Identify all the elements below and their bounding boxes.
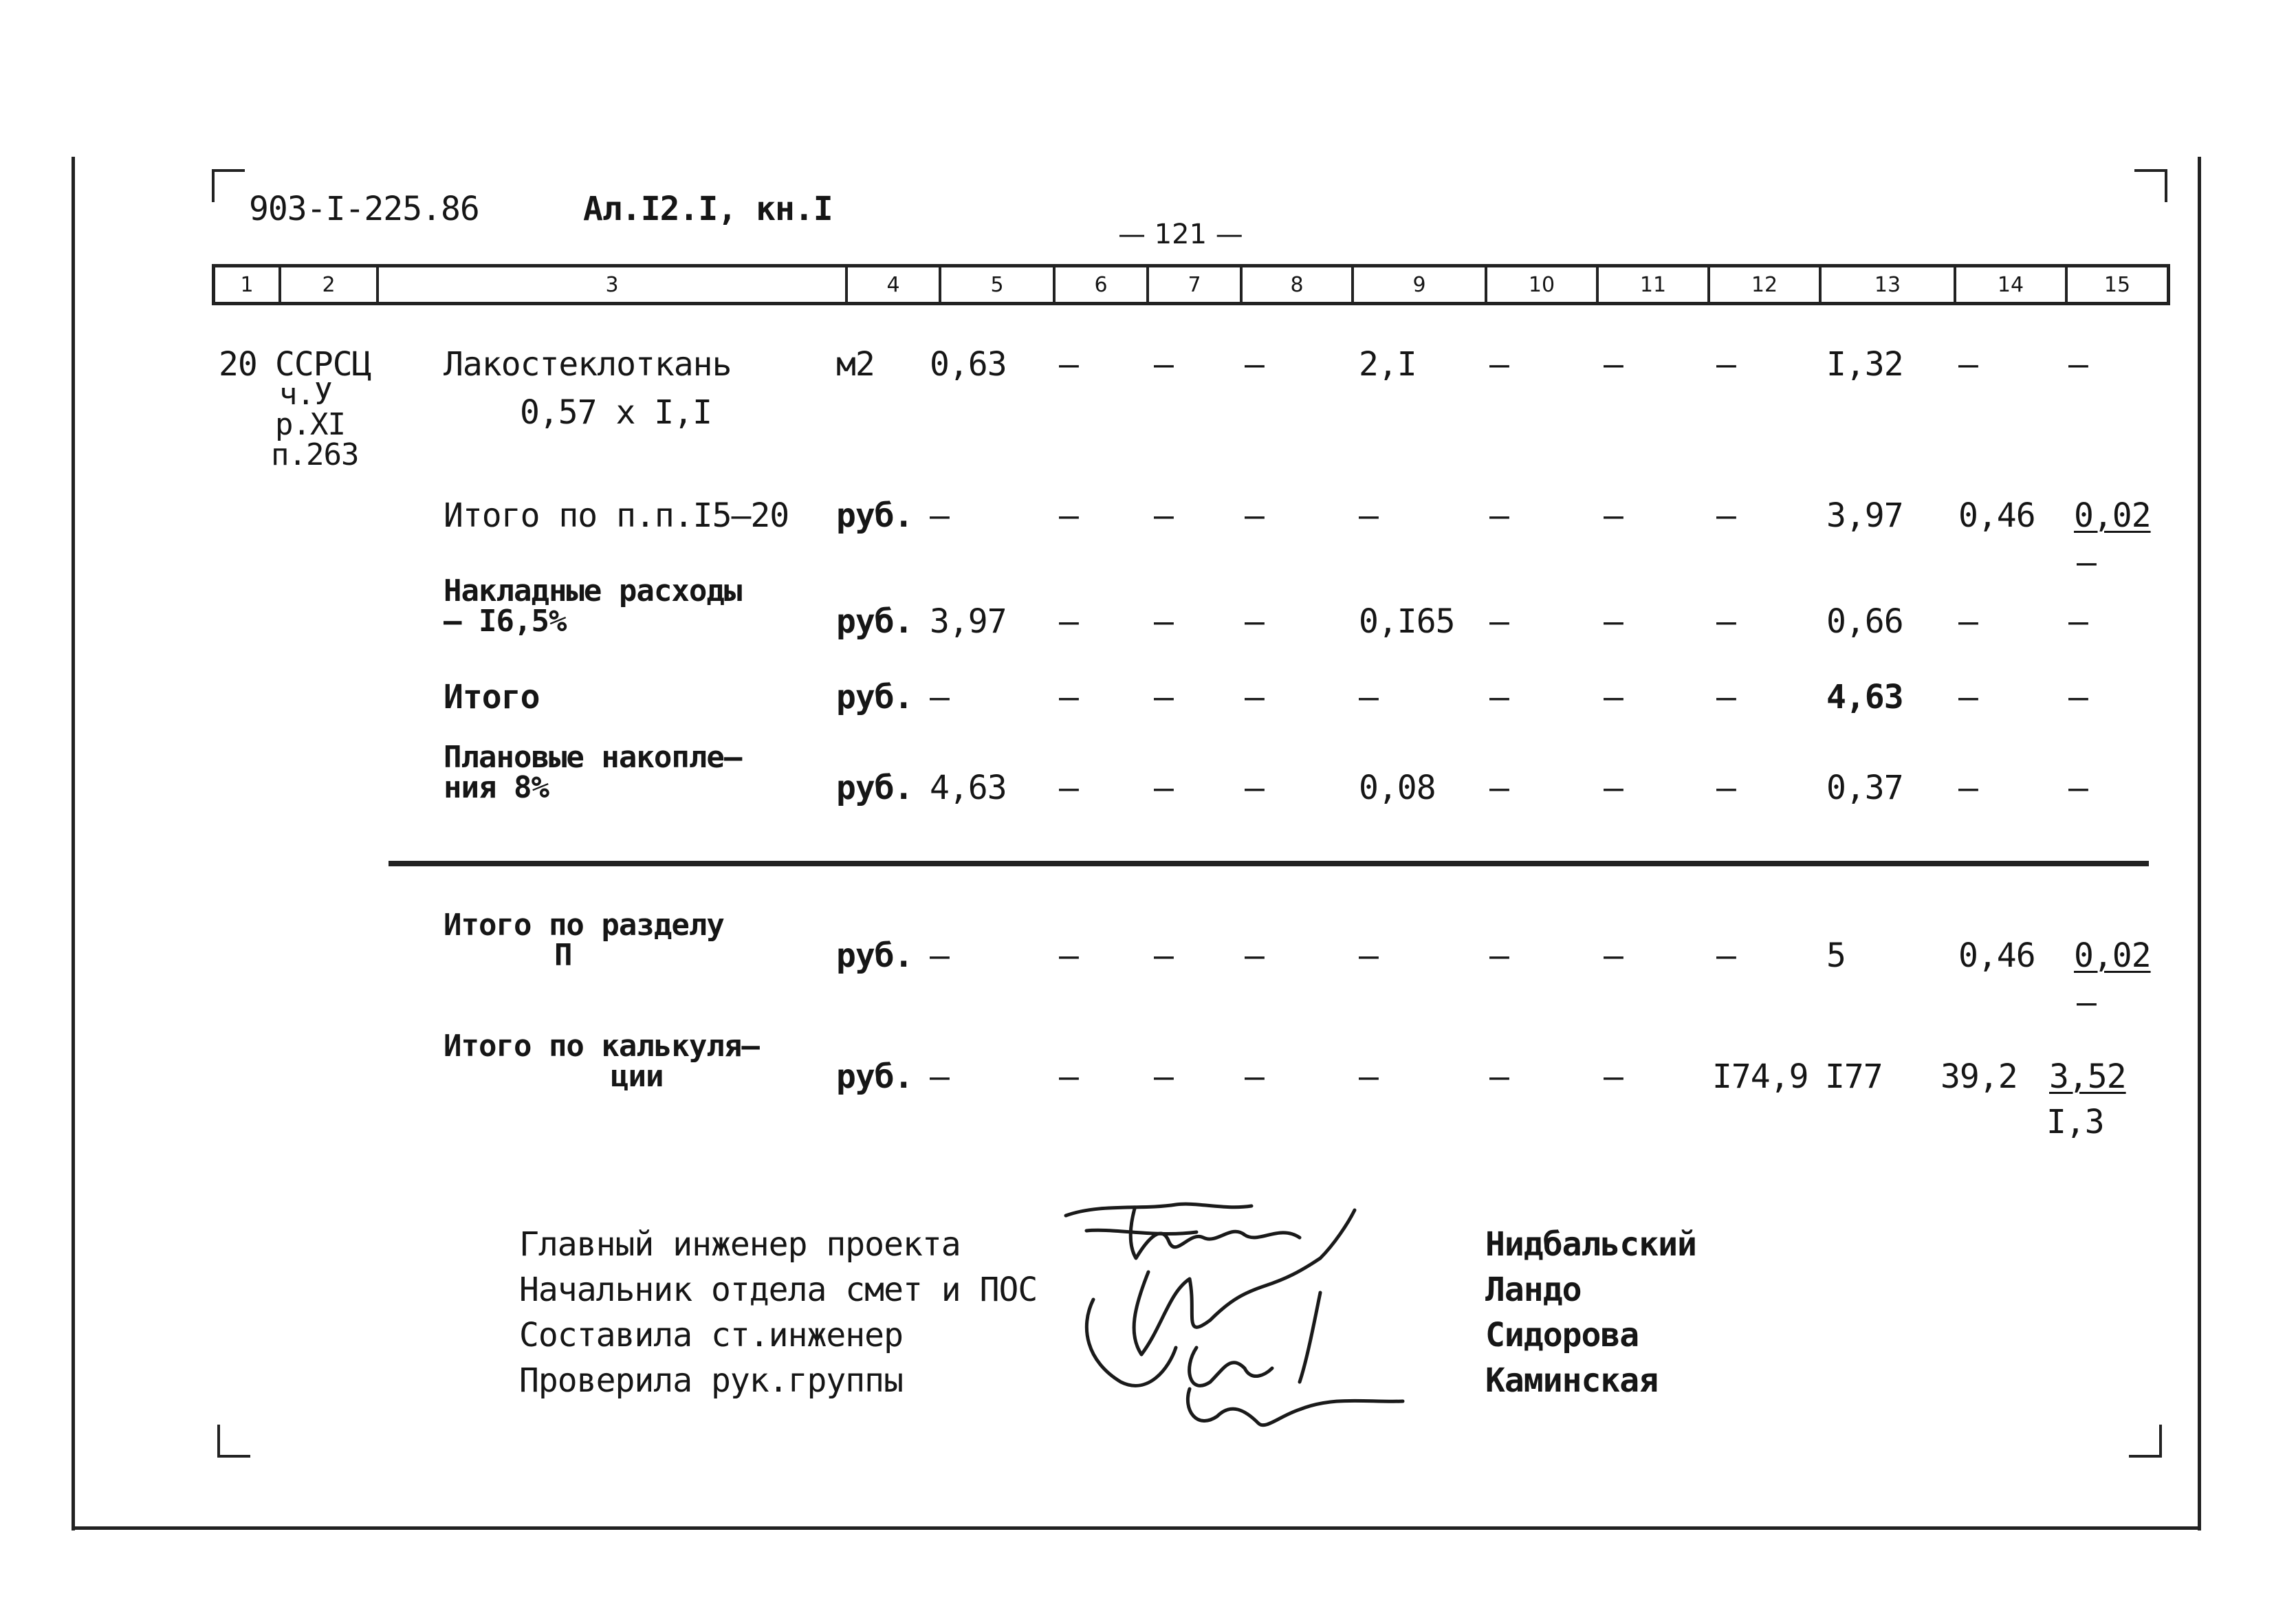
cell-col7: – bbox=[1154, 496, 1173, 535]
row-label: Итого по калькуля– bbox=[444, 1029, 759, 1064]
cell-col6: – bbox=[1059, 496, 1078, 535]
signature-stroke bbox=[1086, 1299, 1176, 1385]
corner-mark-top-left bbox=[212, 169, 245, 202]
frame-left-border bbox=[72, 157, 75, 1530]
signature-role: Проверила рук.группы bbox=[519, 1361, 903, 1400]
cell-col14: – bbox=[1958, 678, 1978, 716]
column-number: 14 bbox=[1954, 267, 2065, 302]
corner-mark-bottom-left bbox=[217, 1425, 250, 1458]
cell-col11: – bbox=[1604, 936, 1623, 975]
cell-col10: – bbox=[1489, 936, 1509, 975]
cell-col15: 3,52 bbox=[2049, 1057, 2126, 1096]
row-label-continued: – I6,5% bbox=[444, 604, 567, 639]
cell-col9: – bbox=[1359, 936, 1378, 975]
cell-col9: 0,08 bbox=[1359, 769, 1436, 807]
cell-col8: – bbox=[1245, 345, 1264, 384]
cell-col13: 3,97 bbox=[1826, 496, 1903, 535]
cell-col6: – bbox=[1059, 602, 1078, 641]
cell-col14: 0,46 bbox=[1958, 936, 2035, 975]
cell-col13: 5 bbox=[1826, 936, 1846, 975]
corner-mark-top-right bbox=[2134, 169, 2167, 202]
item-source-line: ССРСЦ bbox=[275, 345, 371, 384]
cell-col10: – bbox=[1489, 602, 1509, 641]
signature-stroke bbox=[1066, 1204, 1251, 1216]
cell-col6: – bbox=[1059, 1057, 1078, 1096]
column-number: 12 bbox=[1707, 267, 1819, 302]
cell-col15: 0,02 bbox=[2074, 936, 2151, 975]
cell-col5: – bbox=[930, 496, 949, 535]
signature-role: Составила ст.инженер bbox=[519, 1316, 903, 1354]
frame-bottom-border bbox=[72, 1526, 2201, 1530]
column-number: 3 bbox=[376, 267, 845, 302]
row-label-continued: П bbox=[554, 938, 572, 973]
row-label: Итого по разделу bbox=[444, 908, 724, 943]
cell-col7: – bbox=[1154, 602, 1173, 641]
cell-col5: 0,63 bbox=[930, 345, 1007, 384]
cell-col12: – bbox=[1716, 602, 1736, 641]
column-number: 9 bbox=[1351, 267, 1485, 302]
item-name-detail: 0,57 х I,I bbox=[520, 393, 712, 432]
cell-col11: – bbox=[1604, 1057, 1623, 1096]
cell-col8: – bbox=[1245, 769, 1264, 807]
row-label: Плановые накопле– bbox=[444, 740, 742, 775]
item-source-line: п.263 bbox=[271, 437, 359, 472]
cell-col7: – bbox=[1154, 936, 1173, 975]
signature-stroke bbox=[1190, 1348, 1272, 1385]
cell-col14: 39,2 bbox=[1940, 1057, 2018, 1096]
cell-col8: – bbox=[1245, 496, 1264, 535]
column-number: 8 bbox=[1240, 267, 1351, 302]
cell-col6: – bbox=[1059, 678, 1078, 716]
cell-col12: – bbox=[1716, 936, 1736, 975]
cell-col14: – bbox=[1958, 345, 1978, 384]
cell-col12: I74,9 bbox=[1712, 1057, 1808, 1096]
item-source-line: р.XI bbox=[275, 407, 345, 442]
cell-col12: – bbox=[1716, 345, 1736, 384]
cell-col5: – bbox=[930, 678, 949, 716]
row-label: Итого bbox=[444, 678, 540, 716]
cell-col5: – bbox=[930, 1057, 949, 1096]
frame-right-border bbox=[2198, 157, 2201, 1530]
cell-col14: – bbox=[1958, 769, 1978, 807]
signatory-name: Сидорова bbox=[1485, 1316, 1639, 1354]
cell-col13: 4,63 bbox=[1826, 678, 1903, 716]
row-unit: руб. bbox=[836, 1057, 913, 1096]
row-label: Накладные расходы bbox=[444, 573, 742, 608]
cell-col15: – bbox=[2068, 678, 2088, 716]
cell-col14: 0,46 bbox=[1958, 496, 2035, 535]
column-number: 13 bbox=[1819, 267, 1954, 302]
handwritten-signatures bbox=[1059, 1196, 1430, 1444]
cell-col8: – bbox=[1245, 678, 1264, 716]
signature-stroke bbox=[1188, 1389, 1403, 1425]
signatory-name: Нидбальский bbox=[1485, 1225, 1696, 1264]
cell-col15: 0,02 bbox=[2074, 496, 2151, 535]
row-unit: руб. bbox=[836, 769, 913, 807]
cell-col5: 4,63 bbox=[930, 769, 1007, 807]
cell-col10: – bbox=[1489, 496, 1509, 535]
cell-col6: – bbox=[1059, 345, 1078, 384]
cell-col7: – bbox=[1154, 345, 1173, 384]
cell-col8: – bbox=[1245, 1057, 1264, 1096]
item-unit: м2 bbox=[836, 345, 875, 384]
cell-col7: – bbox=[1154, 1057, 1173, 1096]
signature-role: Начальник отдела смет и ПОС bbox=[519, 1271, 1038, 1309]
section-separator-rule bbox=[389, 861, 2149, 866]
column-number: 6 bbox=[1053, 267, 1146, 302]
cell-col11: – bbox=[1604, 345, 1623, 384]
signatory-name: Каминская bbox=[1485, 1361, 1659, 1400]
cell-col13: I,32 bbox=[1826, 345, 1903, 384]
cell-col11: – bbox=[1604, 496, 1623, 535]
column-number: 11 bbox=[1596, 267, 1707, 302]
cell-col15-second: I,3 bbox=[2046, 1103, 2104, 1141]
row-unit: руб. bbox=[836, 678, 913, 716]
doc-code: 903-I-225.86 bbox=[249, 190, 479, 228]
item-source-line: ч.У bbox=[279, 377, 332, 412]
column-number: 10 bbox=[1485, 267, 1596, 302]
cell-col5: – bbox=[930, 936, 949, 975]
cell-col15: – bbox=[2068, 602, 2088, 641]
corner-mark-bottom-right bbox=[2129, 1425, 2162, 1458]
page-number: — 121 — bbox=[1118, 219, 1243, 250]
cell-col12: – bbox=[1716, 678, 1736, 716]
item-number: 20 bbox=[219, 345, 257, 384]
row-label-continued: ния 8% bbox=[444, 770, 549, 805]
cell-col12: – bbox=[1716, 769, 1736, 807]
signature-stroke bbox=[1134, 1210, 1355, 1354]
cell-col15: – bbox=[2068, 345, 2088, 384]
signature-stroke bbox=[1300, 1293, 1320, 1382]
cell-col9: 2,I bbox=[1359, 345, 1417, 384]
cell-col15-second: – bbox=[2077, 543, 2096, 582]
cell-col5: 3,97 bbox=[930, 602, 1007, 641]
row-unit: руб. bbox=[836, 602, 913, 641]
cell-col14: – bbox=[1958, 602, 1978, 641]
cell-col6: – bbox=[1059, 769, 1078, 807]
cell-col11: – bbox=[1604, 602, 1623, 641]
cell-col15: – bbox=[2068, 769, 2088, 807]
cell-col8: – bbox=[1245, 936, 1264, 975]
album-reference: Ал.I2.I, кн.I bbox=[583, 190, 833, 228]
column-number: 5 bbox=[939, 267, 1053, 302]
cell-col10: – bbox=[1489, 1057, 1509, 1096]
signatory-name: Ландо bbox=[1485, 1271, 1582, 1309]
cell-col13: 0,37 bbox=[1826, 769, 1903, 807]
column-number: 4 bbox=[845, 267, 939, 302]
cell-col8: – bbox=[1245, 602, 1264, 641]
signature-stroke bbox=[1086, 1230, 1196, 1233]
row-label-continued: ции bbox=[611, 1059, 664, 1094]
cell-col10: – bbox=[1489, 678, 1509, 716]
column-number: 15 bbox=[2065, 267, 2167, 302]
cell-col13: I77 bbox=[1825, 1057, 1883, 1096]
row-label: Итого по п.п.I5–20 bbox=[444, 496, 789, 535]
cell-col12: – bbox=[1716, 496, 1736, 535]
cell-col9: – bbox=[1359, 678, 1378, 716]
item-name: Лакостеклоткань bbox=[444, 345, 732, 384]
cell-col9: – bbox=[1359, 496, 1378, 535]
column-number: 2 bbox=[278, 267, 376, 302]
column-number-row bbox=[212, 264, 2170, 305]
cell-col7: – bbox=[1154, 769, 1173, 807]
row-unit: руб. bbox=[836, 496, 913, 535]
cell-col9: – bbox=[1359, 1057, 1378, 1096]
signature-role: Главный инженер проекта bbox=[519, 1225, 961, 1264]
cell-col13: 0,66 bbox=[1826, 602, 1903, 641]
cell-col7: – bbox=[1154, 678, 1173, 716]
cell-col11: – bbox=[1604, 678, 1623, 716]
cell-col11: – bbox=[1604, 769, 1623, 807]
cell-col6: – bbox=[1059, 936, 1078, 975]
cell-col9: 0,I65 bbox=[1359, 602, 1455, 641]
column-number: 7 bbox=[1146, 267, 1240, 302]
row-unit: руб. bbox=[836, 936, 913, 975]
column-number: 1 bbox=[240, 272, 254, 297]
cell-col10: – bbox=[1489, 769, 1509, 807]
cell-col10: – bbox=[1489, 345, 1509, 384]
cell-col15-second: – bbox=[2077, 983, 2096, 1022]
